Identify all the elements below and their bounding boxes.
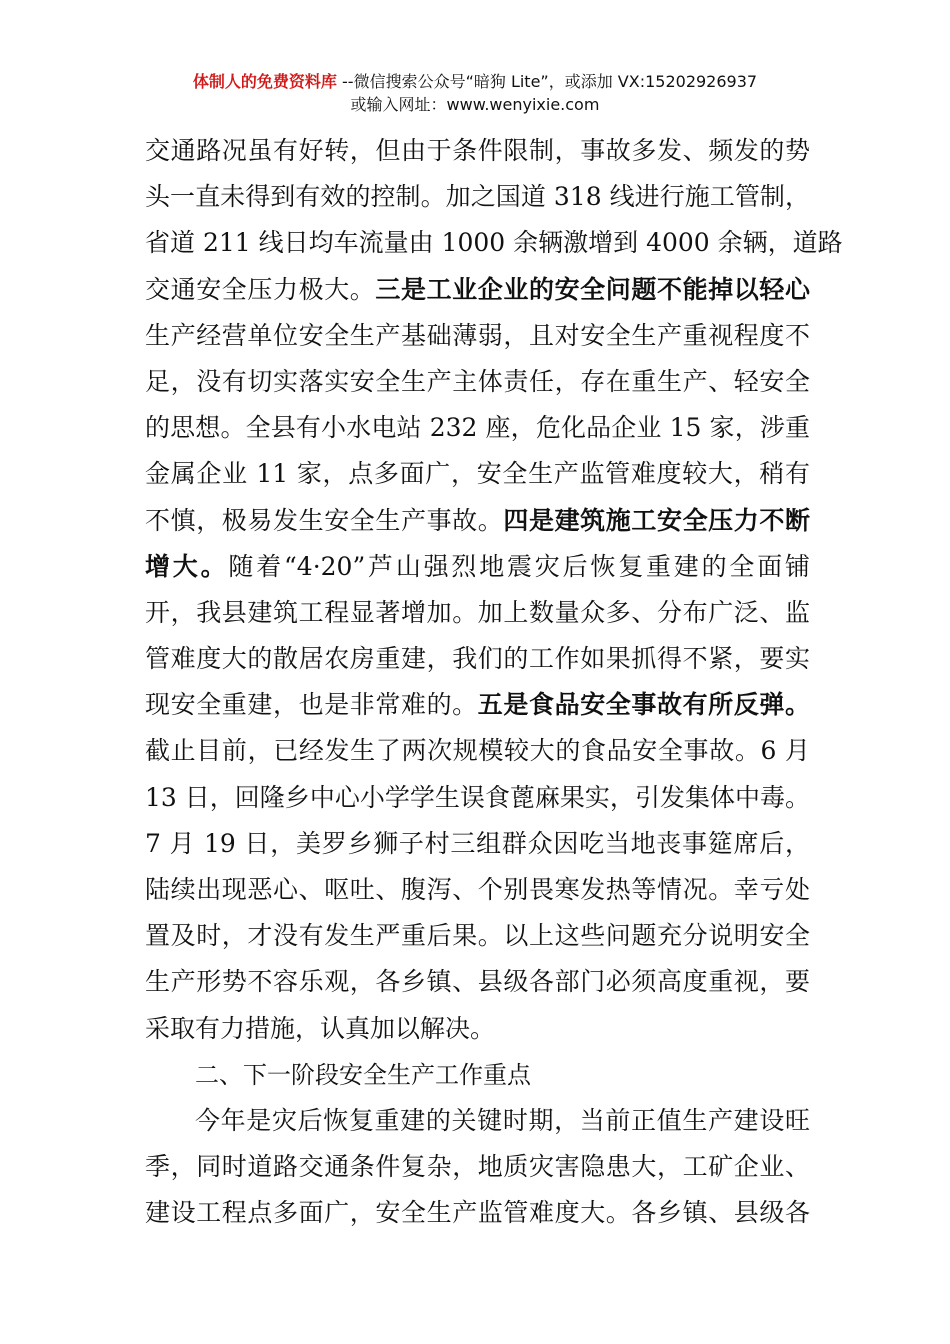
paragraph-line: 采取有力措施，认真加以解决。 <box>145 1013 496 1043</box>
line-text: 不慎，极易发生安全生产事故。 <box>145 505 504 535</box>
paragraph-line: 足，没有切实落实安全生产主体责任，存在重生产、轻安全 <box>145 366 810 396</box>
watermark-contact: --微信搜索公众号“暗狗 Lite”，或添加 VX:15202926937 <box>336 72 758 91</box>
paragraph-line: 陆续出现恶心、呕吐、腹泻、个别畏寒发热等情况。幸亏处 <box>145 875 810 904</box>
document-body <box>145 128 843 1237</box>
paragraph-line: 省道 211 线日均车流量由 1000 余辆激增到 4000 余辆，道路 <box>145 228 843 258</box>
paragraph-line <box>145 498 810 544</box>
bold-lead-4: 四是建筑施工安全压力不断 <box>503 505 810 535</box>
paragraph-line: 13 日，回隆乡中心小学学生误食蓖麻果实，引发集体中毒。 <box>145 782 810 812</box>
paragraph-line: 的思想。全县有小水电站 232 座，危化品企业 15 家，涉重 <box>145 413 810 443</box>
watermark-line-1 <box>0 70 950 93</box>
paragraph-line: 7 月 19 日，美罗乡狮子村三组群众因吃当地丧事筵席后， <box>145 828 810 858</box>
bold-lead-3: 三是工业企业的安全问题不能掉以轻心 <box>375 274 810 304</box>
watermark-brand: 体制人的免费资料库 <box>192 72 337 91</box>
paragraph-line: 开，我县建筑工程显著增加。加上数量众多、分布广泛、监 <box>145 597 810 627</box>
paragraph-line: 今年是灾后恢复重建的关键时期，当前正值生产建设旺 <box>195 1105 810 1135</box>
paragraph-line: 金属企业 11 家，点多面广，安全生产监管难度较大，稍有 <box>145 459 810 489</box>
paragraph-line: 生产形势不容乐观，各乡镇、县级各部门必须高度重视，要 <box>145 967 810 997</box>
line-text: 现安全重建，也是非常难的。 <box>145 690 478 720</box>
line-text: 随着“4·20”芦山强烈地震灾后恢复重建的全面铺 <box>228 551 810 581</box>
bold-lead-5: 五是食品安全事故有所反弹。 <box>477 690 810 720</box>
paragraph-line <box>145 544 810 590</box>
watermark-header <box>0 70 950 116</box>
paragraph-line: 管难度大的散居农房重建，我们的工作如果抓得不紧，要实 <box>145 644 810 674</box>
paragraph-line: 建设工程点多面广，安全生产监管难度大。各乡镇、县级各 <box>145 1198 810 1228</box>
section-heading: 二、下一阶段安全生产工作重点 <box>195 1060 531 1089</box>
paragraph-line: 交通路况虽有好转，但由于条件限制，事故多发、频发的势 <box>145 136 810 165</box>
line-text: 交通安全压力极大。 <box>145 274 376 304</box>
paragraph-line <box>145 682 810 728</box>
paragraph-line: 头一直未得到有效的控制。加之国道 318 线进行施工管制， <box>145 182 810 212</box>
paragraph-line: 生产经营单位安全生产基础薄弱，且对安全生产重视程度不 <box>145 320 810 350</box>
paragraph-line: 截止目前，已经发生了两次规模较大的食品安全事故。6 月 <box>145 736 810 766</box>
paragraph-line <box>145 267 810 313</box>
paragraph-line: 季，同时道路交通条件复杂，地质灾害隐患大，工矿企业、 <box>145 1152 810 1182</box>
bold-lead-4-end: 增大。 <box>145 551 229 581</box>
paragraph-line: 置及时，才没有发生严重后果。以上这些问题充分说明安全 <box>145 921 810 951</box>
watermark-url: 或输入网址：www.wenyixie.com <box>350 95 600 114</box>
